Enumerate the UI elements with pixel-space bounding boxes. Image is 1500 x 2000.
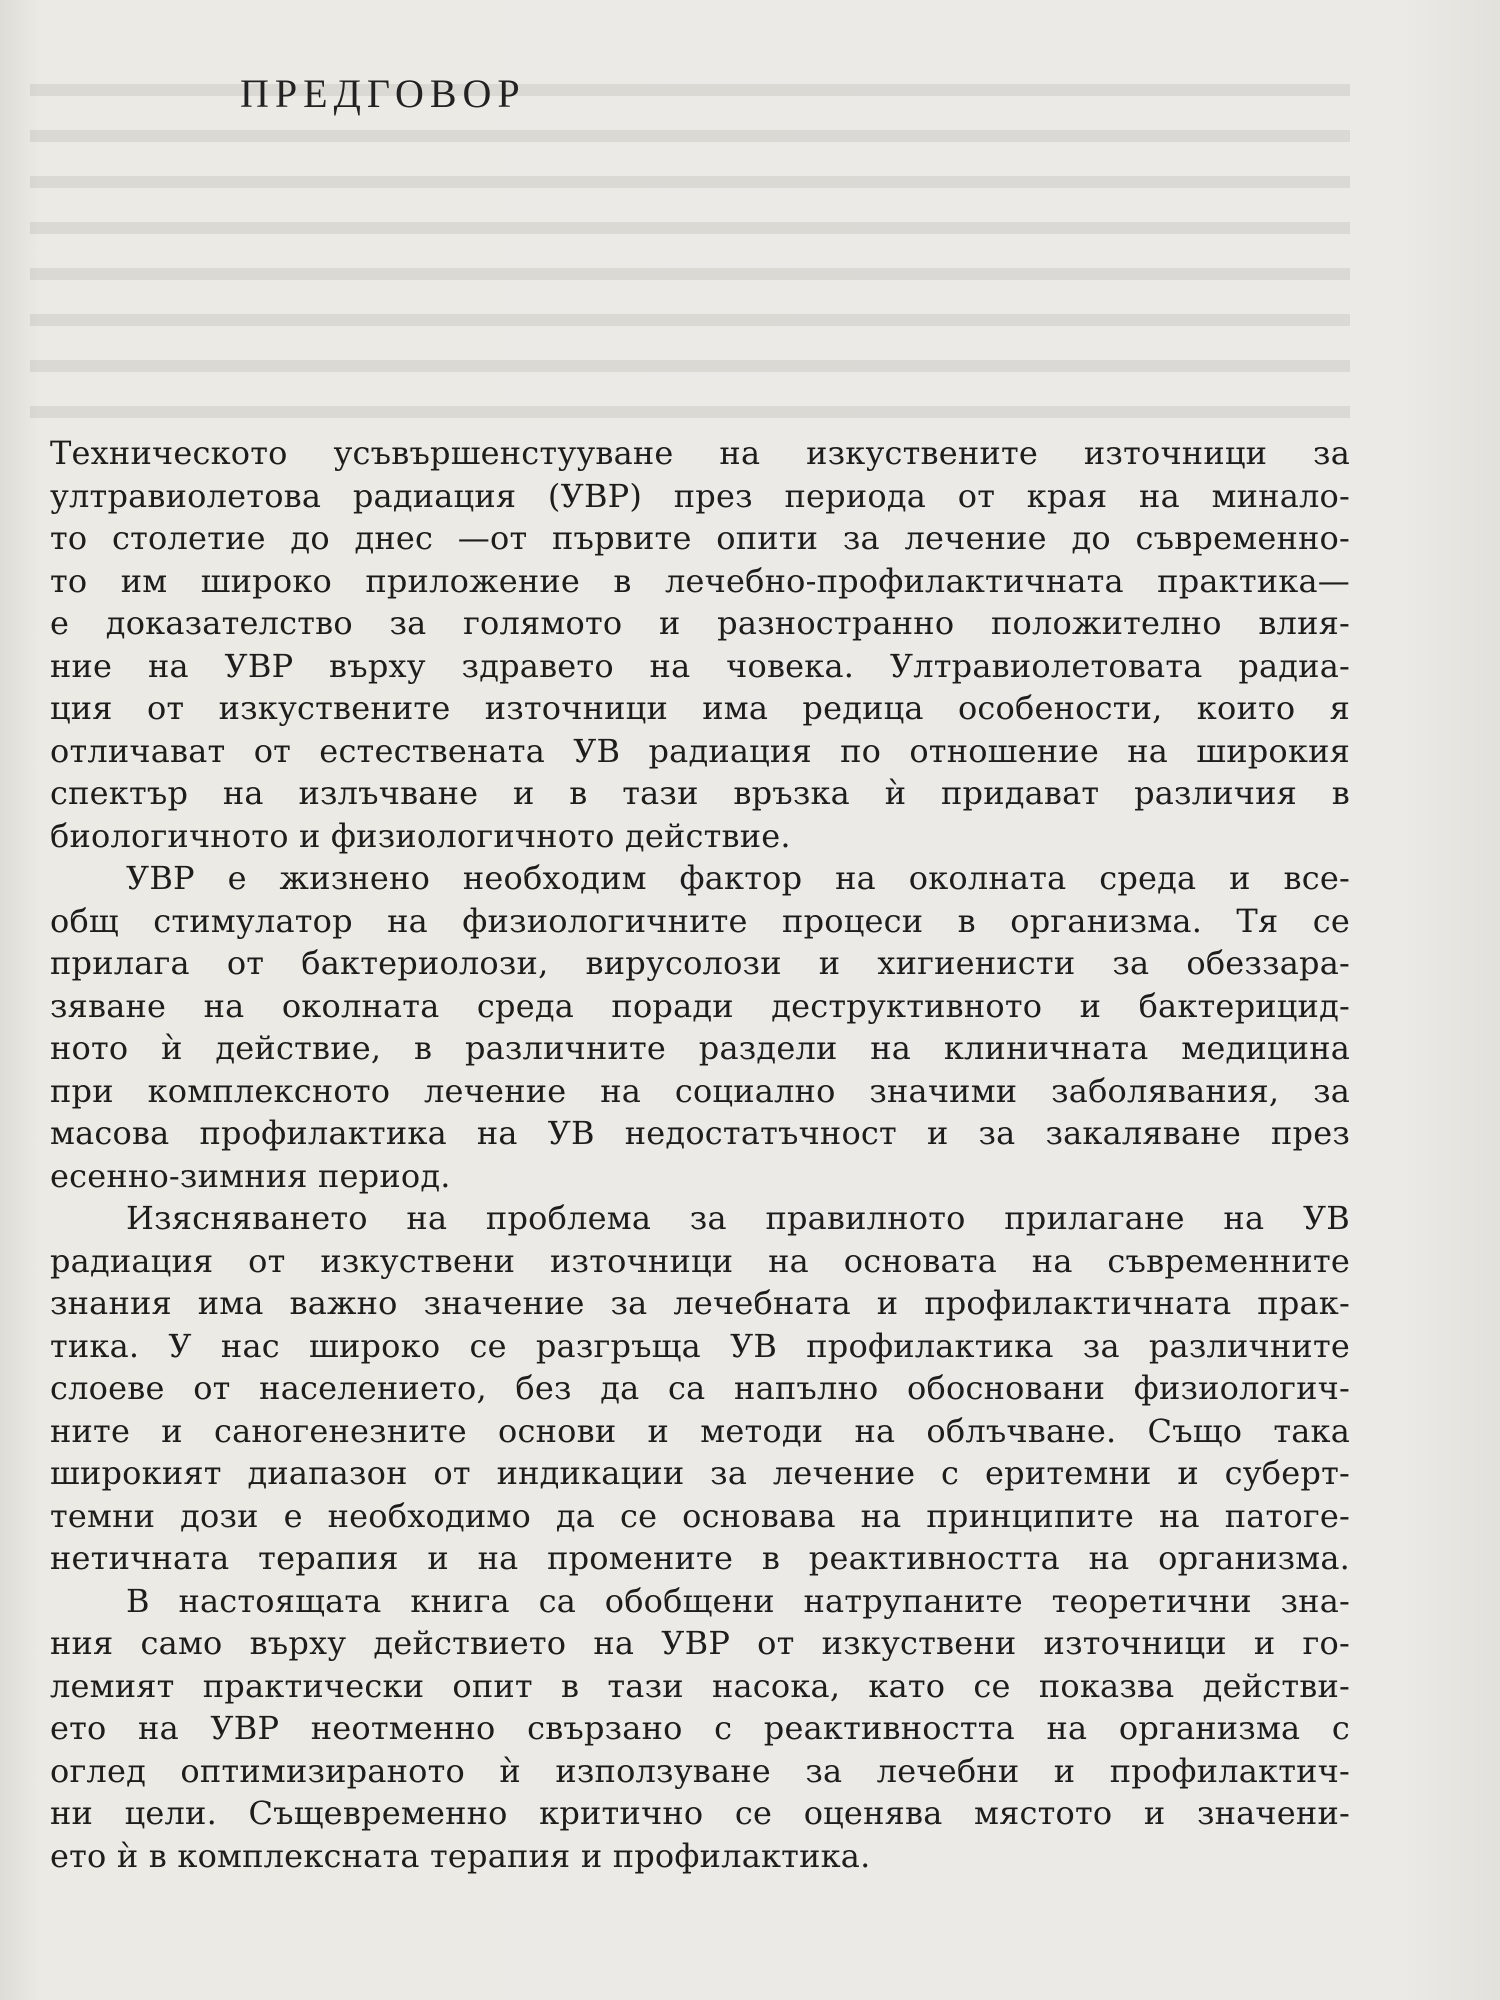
text-line: слоеве от населението, без да са напълно обосновани физиологич- (50, 1369, 1350, 1407)
text-line: УВР е жизнено необходим фактор на околната среда и все- (126, 859, 1350, 897)
text-line: оглед оптимизираното ѝ използуване за лечебни и профилактич- (50, 1751, 1350, 1790)
body-text (50, 432, 1350, 1877)
text-line: широкият диапазон от индикации за лечение с еритемни и суберт- (50, 1454, 1350, 1492)
text-line: лемият практически опит в тази насока, като се показва действи- (50, 1666, 1350, 1705)
text-line: темни дози е необходимо да се основава на принципите на патоге- (50, 1496, 1350, 1535)
text-line: ния само върху действието на УВР от изкуствени източници и го- (50, 1624, 1350, 1662)
text-line: ето ѝ в комплексната терапия и профилактика. (50, 1836, 871, 1875)
text-line: ултравиолетова радиация (УВР) през периода от края на минало- (50, 476, 1350, 515)
text-line: есенно-зимния период. (50, 1156, 451, 1195)
text-line: прилага от бактериолози, вирусолози и хигиенисти за обеззара- (50, 944, 1350, 982)
text-line: биологичното и физиологичното действие. (50, 816, 791, 855)
text-line: ция от изкуствените източници има редица особености, които я (50, 689, 1350, 727)
text-line: тика. У нас широко се разгръща УВ профилактика за различните (50, 1326, 1350, 1365)
text-line: зяване на околната среда поради деструктивното и бактерицид- (50, 986, 1350, 1025)
text-line: знания има важно значение за лечебната и профилактичната прак- (50, 1284, 1350, 1322)
text-line: нетичната терапия и на промените в реактивността на организма. (50, 1539, 1350, 1577)
page-title: ПРЕДГОВОР (240, 71, 526, 116)
text-line: ето на УВР неотменно свързано с реактивността на организма с (50, 1709, 1350, 1747)
text-line: отличават от естествената УВ радиация по отношение на широкия (50, 731, 1350, 770)
text-line: В настоящата книга са обобщени натрупаните теоретични зна- (126, 1581, 1350, 1620)
text-line: ни цели. Същевременно критично се оценява мястото и значени- (50, 1794, 1350, 1832)
text-line: масова профилактика на УВ недостатъчност и за закаляване през (50, 1114, 1350, 1152)
text-line: то им широко приложение в лечебно-профилактичната практика— (50, 561, 1350, 600)
text-line: Изясняването на проблема за правилното прилагане на УВ (126, 1199, 1350, 1237)
text-line: ното ѝ действие, в различните раздели на клиничната медицина (50, 1029, 1350, 1067)
text-line: при комплексното лечение на социално значими заболявания, за (50, 1071, 1350, 1110)
text-line: общ стимулатор на физиологичните процеси в организма. Тя се (50, 901, 1350, 940)
text-line: е доказателство за голямото и разностранно положително влия- (50, 604, 1350, 642)
text-line: радиация от изкуствени източници на основата на съвременните (50, 1241, 1350, 1280)
text-line: ние на УВР върху здравето на човека. Ултравиолетовата радиа- (50, 646, 1350, 685)
text-line: ните и саногенезните основи и методи на облъчване. Също така (50, 1411, 1350, 1450)
text-line: то столетие до днес —от първите опити за лечение до съвременно- (50, 519, 1350, 557)
text-line: Техническото усъвършенстууване на изкуствените източници за (50, 434, 1350, 472)
text-line: спектър на излъчване и в тази връзка ѝ придават различия в (50, 774, 1350, 812)
show-through-text (30, 50, 1350, 430)
